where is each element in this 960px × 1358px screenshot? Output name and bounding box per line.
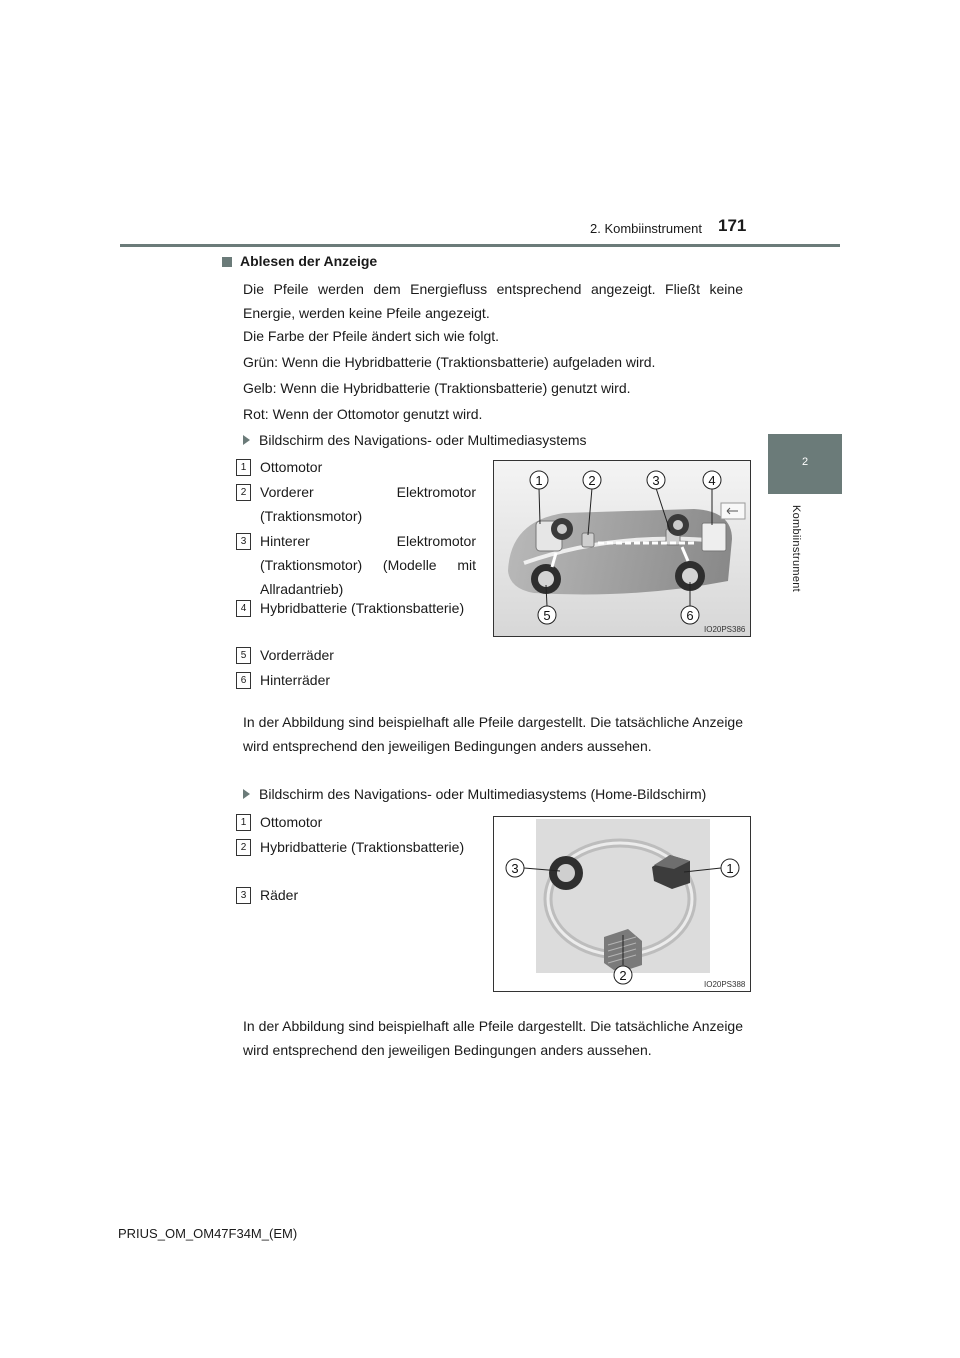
document-code: PRIUS_OM_OM47F34M_(EM) [118, 1226, 298, 1241]
legend-number: 2 [236, 839, 251, 856]
chapter-title: 2. Kombiinstrument [590, 221, 702, 236]
page-number: 171 [718, 216, 747, 235]
paragraph-arrow-colors: Die Farbe der Pfeile ändert sich wie folgt. [243, 328, 500, 344]
subsection-title-navigation: Bildschirm des Navigations- oder Multimediasystems [243, 428, 743, 452]
legend-number: 5 [236, 647, 251, 664]
legend-label-rear-wheels: Hinterräder [260, 672, 331, 688]
legend-label-hybrid-battery: Hybridbatterie (Traktionsbatterie) [260, 839, 465, 855]
figure-callout: 1 [726, 861, 734, 876]
paragraph-energy-flow: Die Pfeile werden dem Energiefluss entsprechend angezeigt. Fließt keine Energie, werden keine Pfeile angezeigt. [243, 281, 743, 321]
figure-note-2: In der Abbildung sind beispielhaft alle Pfeile dargestellt. Die tatsächliche Anzeige wird entsprechend den jeweiligen Bedingungen anders aussehen. [243, 1018, 743, 1058]
legend-label-front-wheels: Vorderräder [260, 647, 334, 663]
legend-number: 4 [236, 600, 251, 617]
figure-callout: 6 [686, 608, 694, 623]
subsection-title-home-screen: Bildschirm des Navigations- oder Multimediasystems (Home-Bildschirm) [243, 782, 743, 806]
figure-callout: 2 [588, 473, 596, 488]
legend-label-ottomotor: Ottomotor [260, 459, 323, 475]
section-heading [222, 253, 377, 269]
figure-callout: 3 [652, 473, 660, 488]
legend-label-hybrid-battery: Hybridbatterie (Traktionsbatterie) [260, 600, 465, 616]
header-rule [120, 244, 840, 247]
legend-label-wheels: Räder [260, 887, 299, 903]
figure-energy-flow-car [493, 460, 751, 637]
legend-number: 2 [236, 484, 251, 501]
chapter-tab-label: Kombiinstrument [790, 505, 802, 593]
figure-callout: 3 [511, 861, 519, 876]
legend-number: 3 [236, 887, 251, 904]
chapter-tab-number: 2 [801, 456, 809, 468]
legend-number: 1 [236, 459, 251, 476]
paragraph-green: Grün: Wenn die Hybridbatterie (Traktionsbatterie) aufgeladen wird. [243, 354, 656, 370]
legend-label-front-motor: Vorderer Elektromotor (Traktionsmotor) [260, 484, 476, 524]
energy-ring-illustration [494, 817, 750, 991]
paragraph-red: Rot: Wenn der Ottomotor genutzt wird. [243, 406, 483, 422]
car-illustration [494, 461, 750, 636]
figure-callout: 4 [708, 473, 716, 488]
legend-number: 3 [236, 533, 251, 550]
legend-number: 1 [236, 814, 251, 831]
figure-code: IO20PS388 [704, 980, 746, 989]
legend-label-rear-motor: Hinterer Elektromotor (Traktionsmotor) (Modelle mit Allradantrieb) [260, 533, 476, 597]
paragraph-yellow: Gelb: Wenn die Hybridbatterie (Traktionsbatterie) genutzt wird. [243, 380, 631, 396]
legend-number: 6 [236, 672, 251, 689]
triangle-bullet-icon [243, 435, 250, 445]
figure-energy-flow-home [493, 816, 751, 992]
figure-callout: 5 [543, 608, 551, 623]
figure-callout: 2 [619, 968, 627, 983]
square-bullet-icon [222, 257, 232, 267]
legend-label-ottomotor: Ottomotor [260, 814, 323, 830]
triangle-bullet-icon [243, 789, 250, 799]
figure-callout: 1 [535, 473, 543, 488]
figure-note-1: In der Abbildung sind beispielhaft alle Pfeile dargestellt. Die tatsächliche Anzeige wird entsprechend den jeweiligen Bedingungen anders aussehen. [243, 714, 743, 754]
chapter-tab [768, 434, 842, 494]
figure-code: IO20PS386 [704, 625, 746, 634]
section-heading-text: Ablesen der Anzeige [240, 253, 378, 269]
